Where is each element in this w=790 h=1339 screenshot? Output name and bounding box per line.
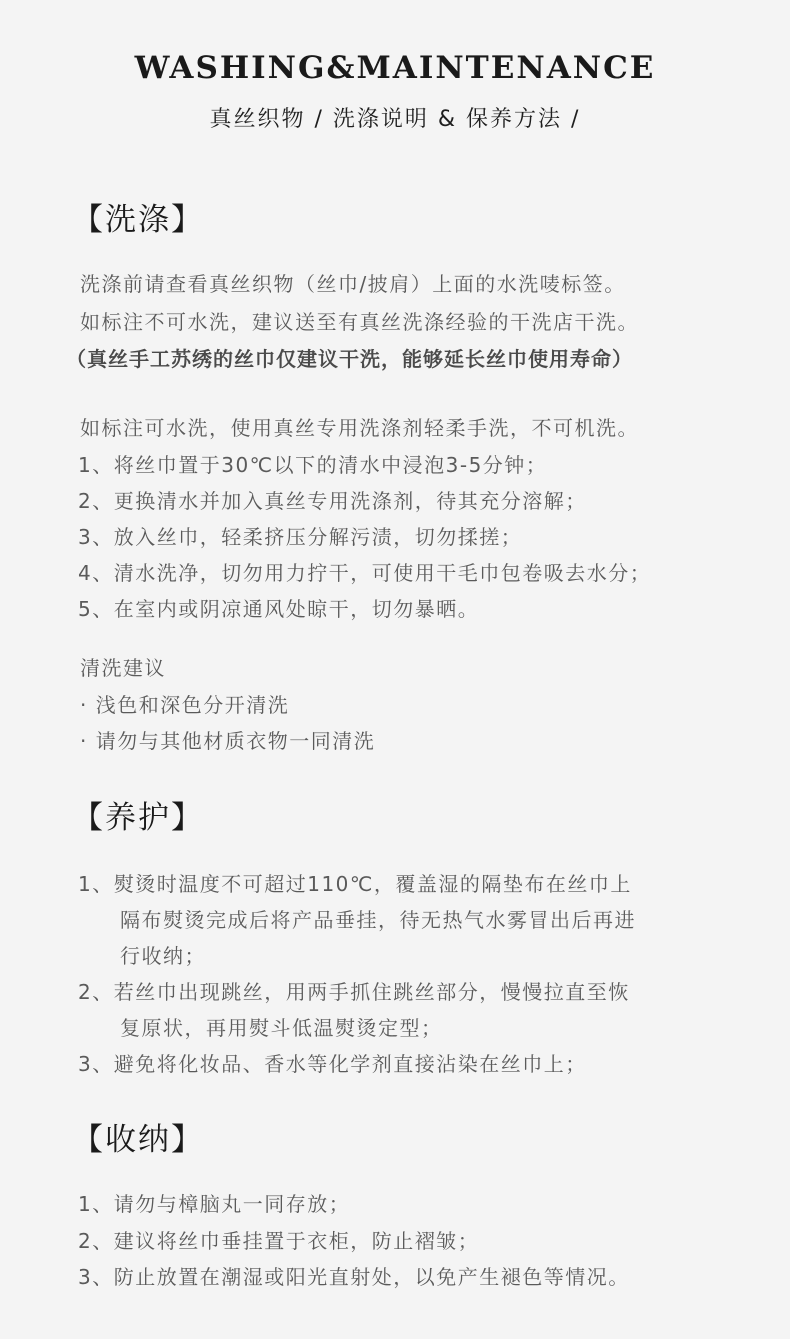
page-title: WASHING&MAINTENANCE [134, 50, 656, 86]
washing-heading: 【洗涤】 [72, 202, 204, 238]
care-line: 行收纳； [120, 944, 206, 968]
care-line: 3、避免将化妆品、香水等化学剂直接沾染在丝巾上； [78, 1052, 587, 1076]
care-line: 复原状，再用熨斗低温熨烫定型； [120, 1016, 443, 1040]
washing-intro-line: 如标注不可水洗，建议送至有真丝洗涤经验的干洗店干洗。 [80, 310, 639, 334]
washing-tips-title: 清洗建议 [80, 656, 166, 680]
storage-line: 1、请勿与樟脑丸一同存放； [78, 1192, 351, 1216]
storage-line: 2、建议将丝巾垂挂置于衣柜，防止褶皱； [78, 1229, 480, 1253]
care-heading: 【养护】 [72, 800, 204, 836]
storage-heading: 【收纳】 [72, 1122, 204, 1158]
washing-step: 3、放入丝巾，轻柔挤压分解污渍，切勿揉搓； [78, 525, 523, 549]
washing-dry-clean-note: （真丝手工苏绣的丝巾仅建议干洗，能够延长丝巾使用寿命） [66, 347, 633, 371]
washing-step: 5、在室内或阴凉通风处晾干，切勿暴晒。 [78, 597, 480, 621]
page-subtitle: 真丝织物 / 洗涤说明 & 保养方法 / [209, 107, 581, 132]
washing-hand-wash-intro: 如标注可水洗，使用真丝专用洗涤剂轻柔手洗，不可机洗。 [80, 416, 639, 440]
care-line: 1、熨烫时温度不可超过110℃，覆盖湿的隔垫布在丝巾上 [78, 872, 632, 896]
washing-step: 2、更换清水并加入真丝专用洗涤剂，待其充分溶解； [78, 489, 587, 513]
care-line: 2、若丝巾出现跳丝，用两手抓住跳丝部分，慢慢拉直至恢 [78, 980, 630, 1004]
washing-tip: · 浅色和深色分开清洗 [80, 693, 290, 717]
washing-tip: · 请勿与其他材质衣物一同清洗 [80, 729, 376, 753]
washing-step: 4、清水洗净，切勿用力拧干，可使用干毛巾包卷吸去水分； [78, 561, 652, 585]
care-line: 隔布熨烫完成后将产品垂挂，待无热气水雾冒出后再进 [120, 908, 636, 932]
washing-intro-line: 洗涤前请查看真丝织物（丝巾/披肩）上面的水洗唛标签。 [80, 272, 626, 296]
washing-step: 1、将丝巾置于30℃以下的清水中浸泡3-5分钟； [78, 453, 548, 477]
storage-line: 3、防止放置在潮湿或阳光直射处，以免产生褪色等情况。 [78, 1265, 630, 1289]
